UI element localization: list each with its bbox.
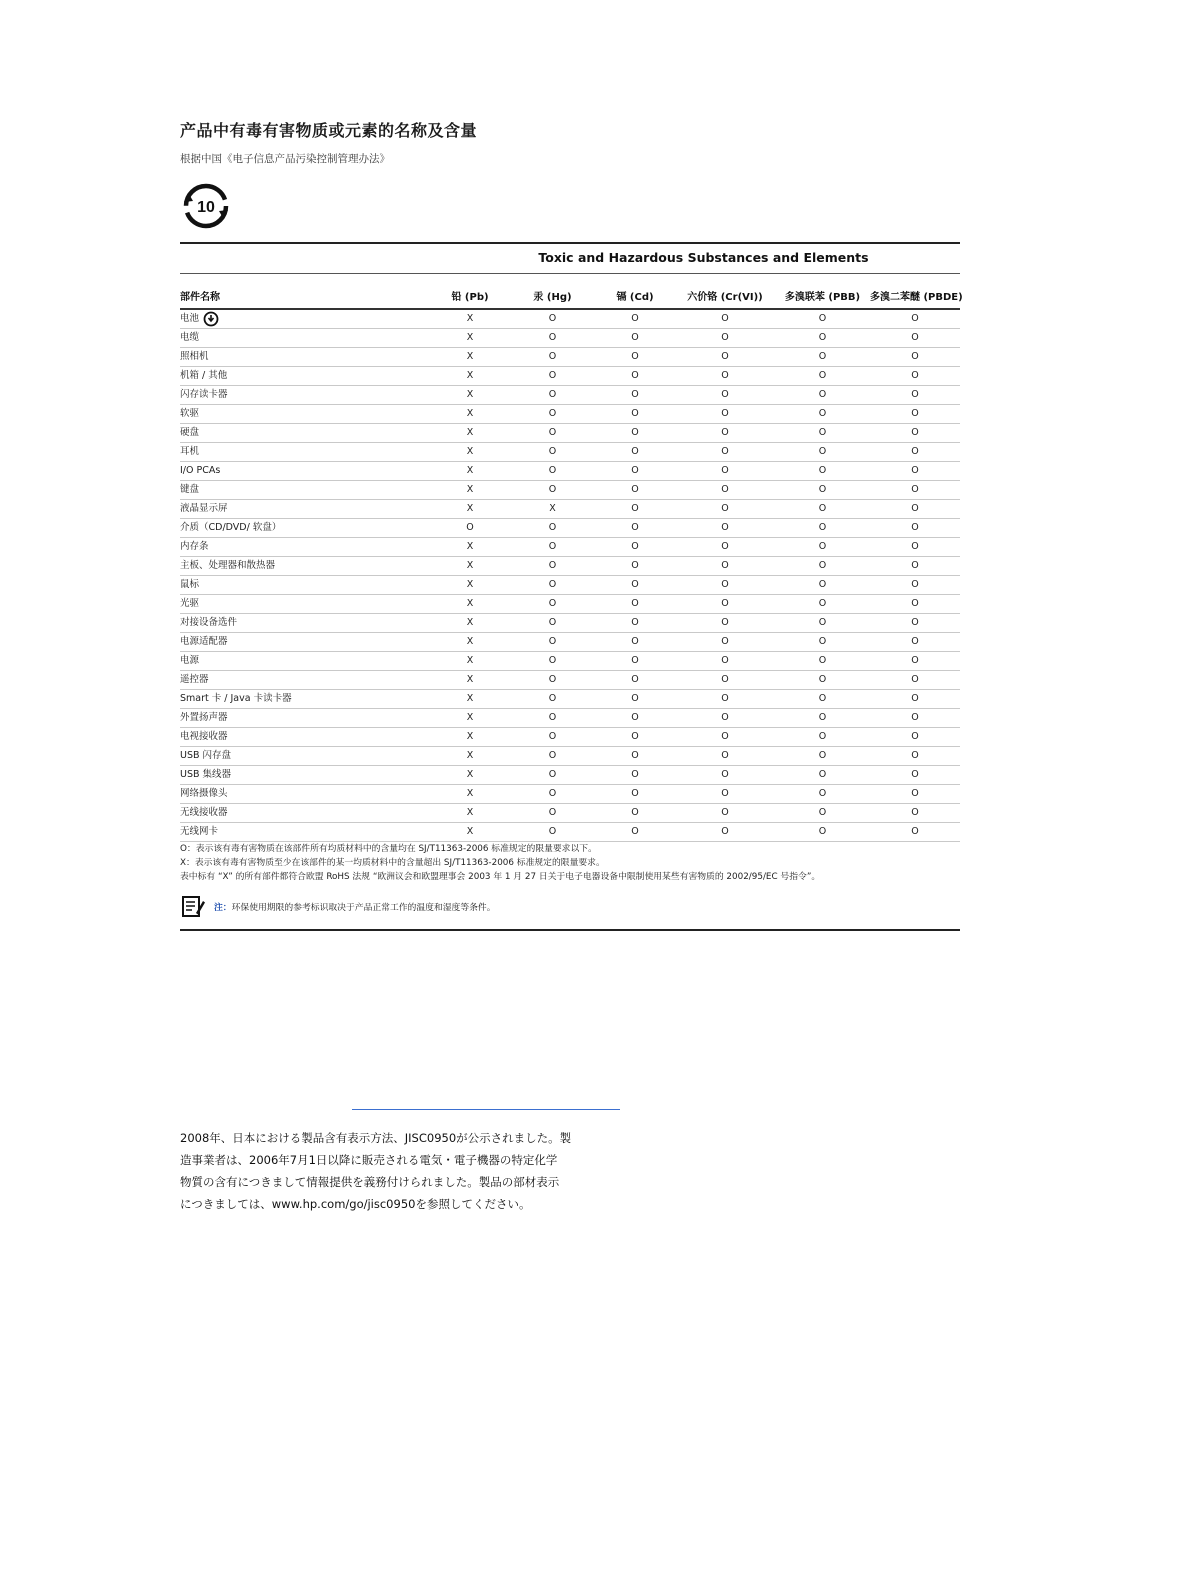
substance-mark: O	[870, 348, 960, 367]
part-name-cell	[180, 785, 430, 804]
part-name: 电源	[180, 655, 200, 666]
substance-mark: O	[510, 747, 595, 766]
substance-mark: X	[430, 747, 510, 766]
part-name: 闪存读卡器	[180, 389, 228, 400]
part-name-cell	[180, 329, 430, 348]
part-name: 外置扬声器	[180, 712, 228, 723]
substance-mark: X	[430, 823, 510, 842]
header-hg: 汞 (Hg)	[510, 282, 595, 309]
substance-mark: O	[675, 709, 775, 728]
table-row	[180, 576, 960, 595]
substance-mark: O	[775, 709, 870, 728]
logo-number: 10	[197, 199, 215, 216]
part-name-cell	[180, 348, 430, 367]
part-name: 无线网卡	[180, 826, 219, 837]
table-row	[180, 690, 960, 709]
substance-mark: X	[430, 595, 510, 614]
substance-mark: O	[675, 309, 775, 329]
substance-mark: O	[675, 785, 775, 804]
substance-mark: O	[675, 367, 775, 386]
note-o: O：表示该有毒有害物质在该部件所有均质材料中的含量均在 SJ/T11363-2006 标准规定的限量要求以下。	[180, 844, 597, 854]
footnote-label: 注：	[214, 902, 232, 913]
substance-mark: O	[775, 804, 870, 823]
substance-mark: O	[675, 823, 775, 842]
part-name-cell	[180, 538, 430, 557]
substance-mark: O	[675, 386, 775, 405]
substance-mark: O	[595, 500, 675, 519]
table-row	[180, 309, 960, 329]
part-name: 介质（CD/DVD/ 软盘）	[180, 522, 282, 533]
substance-mark: X	[430, 557, 510, 576]
part-name-cell	[180, 633, 430, 652]
substance-mark: O	[595, 557, 675, 576]
part-name-cell	[180, 386, 430, 405]
substance-mark: O	[775, 690, 870, 709]
substance-mark: O	[595, 766, 675, 785]
substance-mark: O	[870, 386, 960, 405]
substance-mark: O	[510, 785, 595, 804]
substance-mark: O	[675, 329, 775, 348]
substance-mark: O	[870, 671, 960, 690]
substance-mark: O	[595, 614, 675, 633]
substance-mark: X	[430, 405, 510, 424]
substance-mark: X	[430, 728, 510, 747]
part-name: 键盘	[180, 484, 200, 495]
substance-mark: X	[430, 538, 510, 557]
part-name-cell	[180, 766, 430, 785]
part-name: 无线接收器	[180, 807, 228, 818]
part-name: 对接设备选件	[180, 617, 238, 628]
note-icon	[180, 893, 206, 919]
substance-mark: O	[510, 405, 595, 424]
substance-mark: O	[510, 633, 595, 652]
substance-mark: O	[675, 462, 775, 481]
substance-mark: O	[595, 785, 675, 804]
substance-mark: O	[595, 329, 675, 348]
substance-mark: O	[510, 823, 595, 842]
substance-mark: O	[775, 614, 870, 633]
substance-mark: X	[430, 652, 510, 671]
substance-mark: X	[430, 785, 510, 804]
substance-mark: X	[430, 690, 510, 709]
part-name-cell	[180, 671, 430, 690]
page-subtitle: 根据中国《电子信息产品污染控制管理办法》	[180, 153, 390, 165]
substance-mark: O	[675, 443, 775, 462]
substance-mark: O	[675, 690, 775, 709]
jp-line-3: 物質の含有につきまして情報提供を義務付けられました。製品の部材表示	[180, 1175, 560, 1189]
japan-jisc0950-paragraph	[180, 1127, 620, 1215]
substance-mark: O	[675, 557, 775, 576]
substance-mark: O	[775, 519, 870, 538]
substance-mark: O	[675, 424, 775, 443]
part-name: 光驱	[180, 598, 200, 609]
substance-mark: O	[775, 785, 870, 804]
part-name: 液晶显示屏	[180, 503, 228, 514]
part-name-cell	[180, 595, 430, 614]
substance-mark: O	[870, 747, 960, 766]
part-name-cell	[180, 405, 430, 424]
substance-mark: X	[430, 386, 510, 405]
header-cd: 镉 (Cd)	[595, 282, 675, 309]
environment-protection-use-period-logo	[180, 180, 232, 232]
substance-mark: X	[430, 766, 510, 785]
substance-mark: O	[870, 329, 960, 348]
part-name: 电源适配器	[180, 636, 228, 647]
header-cr6: 六价铬 (Cr(VI))	[675, 282, 775, 309]
table-notes	[180, 842, 980, 884]
substance-mark: X	[510, 500, 595, 519]
substance-mark: O	[510, 386, 595, 405]
substance-mark: O	[775, 557, 870, 576]
substance-mark: O	[595, 386, 675, 405]
substance-mark: O	[510, 671, 595, 690]
part-name: 硬盘	[180, 427, 200, 438]
substance-mark: O	[870, 519, 960, 538]
part-name-cell	[180, 652, 430, 671]
table-row	[180, 557, 960, 576]
substance-mark: O	[675, 348, 775, 367]
substance-mark: O	[775, 652, 870, 671]
substance-mark: O	[870, 462, 960, 481]
table-bottom-rule	[180, 929, 960, 931]
table-header-row	[180, 282, 960, 309]
substance-mark: X	[430, 462, 510, 481]
part-name-cell	[180, 462, 430, 481]
substance-mark: O	[775, 500, 870, 519]
page-title: 产品中有毒有害物质或元素的名称及含量	[180, 121, 478, 140]
part-name: 鼠标	[180, 579, 200, 590]
substances-table	[180, 282, 963, 842]
substance-mark: O	[595, 595, 675, 614]
substance-mark: O	[775, 424, 870, 443]
substance-mark: O	[510, 804, 595, 823]
part-name: USB 集线器	[180, 769, 232, 780]
part-name-cell	[180, 614, 430, 633]
substance-mark: O	[675, 671, 775, 690]
substances-group-header: Toxic and Hazardous Substances and Elements	[538, 250, 869, 265]
substance-mark: O	[510, 652, 595, 671]
table-row	[180, 386, 960, 405]
table-row	[180, 633, 960, 652]
jp-line-4: につきましては、www.hp.com/go/jisc0950を参照してください。	[180, 1197, 531, 1211]
substance-mark: X	[430, 671, 510, 690]
substance-mark: X	[430, 709, 510, 728]
table-row	[180, 348, 960, 367]
substance-mark: O	[675, 538, 775, 557]
substance-mark: O	[510, 348, 595, 367]
part-name-cell	[180, 804, 430, 823]
substance-mark: O	[775, 348, 870, 367]
substance-mark: O	[775, 576, 870, 595]
substance-mark: X	[430, 500, 510, 519]
substance-mark: O	[870, 424, 960, 443]
substance-mark: O	[595, 348, 675, 367]
part-name-cell	[180, 309, 430, 329]
part-name: 软驱	[180, 408, 200, 419]
table-top-rule	[180, 242, 960, 244]
substance-mark: O	[510, 614, 595, 633]
part-name-cell	[180, 747, 430, 766]
table-body	[180, 309, 960, 842]
substance-mark: O	[510, 367, 595, 386]
part-name-cell	[180, 823, 430, 842]
table-row	[180, 823, 960, 842]
table-row	[180, 538, 960, 557]
substance-mark: O	[675, 766, 775, 785]
substance-mark: O	[595, 747, 675, 766]
substance-mark: O	[870, 633, 960, 652]
substance-mark: O	[510, 519, 595, 538]
jp-line-2: 造事業者は、2006年7月1日以降に販売される電気・電子機器の特定化学	[180, 1153, 558, 1167]
table-row	[180, 652, 960, 671]
substance-mark: O	[510, 595, 595, 614]
substance-mark: X	[430, 481, 510, 500]
substance-mark: O	[870, 709, 960, 728]
substance-mark: O	[510, 576, 595, 595]
substance-mark: O	[595, 481, 675, 500]
table-row	[180, 462, 960, 481]
substance-mark: X	[430, 367, 510, 386]
table-row	[180, 443, 960, 462]
part-name-cell	[180, 367, 430, 386]
substance-mark: O	[510, 443, 595, 462]
part-name-cell	[180, 709, 430, 728]
table-row	[180, 747, 960, 766]
substance-mark: O	[870, 804, 960, 823]
substance-mark: X	[430, 614, 510, 633]
battery-recycle-icon	[203, 311, 219, 327]
substance-mark: O	[430, 519, 510, 538]
header-part-name: 部件名称	[180, 282, 430, 309]
substance-mark: O	[510, 462, 595, 481]
table-row	[180, 804, 960, 823]
table-row	[180, 709, 960, 728]
table-row	[180, 367, 960, 386]
part-name-cell	[180, 500, 430, 519]
substance-mark: O	[510, 709, 595, 728]
substance-mark: O	[510, 766, 595, 785]
substance-mark: O	[595, 823, 675, 842]
substance-mark: O	[595, 690, 675, 709]
substance-mark: X	[430, 309, 510, 329]
substance-mark: O	[775, 386, 870, 405]
substance-mark: O	[775, 747, 870, 766]
substance-mark: O	[870, 538, 960, 557]
part-name-cell	[180, 557, 430, 576]
substance-mark: O	[675, 652, 775, 671]
note-rohs: 表中标有 “X” 的所有部件都符合欧盟 RoHS 法规 “欧洲议会和欧盟理事会 2003 年 1 月 27 日关于电子电器设备中限制使用某些有害物质的 2002/95/EC 号指令”。	[180, 872, 821, 882]
substance-mark: O	[675, 804, 775, 823]
part-name: 遥控器	[180, 674, 209, 685]
substance-mark: O	[675, 481, 775, 500]
substance-mark: O	[870, 367, 960, 386]
substance-mark: O	[775, 443, 870, 462]
part-name: 电视接收器	[180, 731, 228, 742]
substance-mark: O	[510, 557, 595, 576]
substance-mark: O	[595, 367, 675, 386]
substance-mark: O	[595, 633, 675, 652]
substance-mark: O	[870, 785, 960, 804]
substance-mark: O	[870, 766, 960, 785]
header-pbde: 多溴二苯醚 (PBDE)	[870, 282, 960, 309]
part-name: 网络摄像头	[180, 788, 228, 799]
substance-mark: O	[675, 519, 775, 538]
substance-mark: O	[870, 309, 960, 329]
substance-mark: O	[510, 309, 595, 329]
substance-mark: X	[430, 424, 510, 443]
substance-mark: O	[775, 823, 870, 842]
footnote-text: 环保使用期限的参考标识取决于产品正常工作的温度和湿度等条件。	[231, 902, 496, 913]
substance-mark: O	[870, 690, 960, 709]
substance-mark: O	[595, 309, 675, 329]
substance-mark: O	[595, 405, 675, 424]
part-name: 电池	[180, 313, 200, 324]
part-name-cell	[180, 576, 430, 595]
substance-mark: O	[595, 728, 675, 747]
substance-mark: O	[675, 633, 775, 652]
substance-mark: O	[675, 576, 775, 595]
part-name: USB 闪存盘	[180, 750, 232, 761]
substance-mark: X	[430, 329, 510, 348]
substance-mark: O	[510, 690, 595, 709]
table-row	[180, 785, 960, 804]
substance-mark: O	[775, 766, 870, 785]
part-name-cell	[180, 443, 430, 462]
substance-mark: O	[775, 309, 870, 329]
substance-mark: O	[510, 329, 595, 348]
table-row	[180, 424, 960, 443]
substance-mark: O	[775, 481, 870, 500]
substance-mark: O	[870, 728, 960, 747]
part-name: 机箱 / 其他	[180, 370, 228, 381]
part-name: 主板、处理器和散热器	[180, 560, 276, 571]
substance-mark: O	[775, 671, 870, 690]
substance-mark: O	[775, 633, 870, 652]
substance-mark: O	[595, 804, 675, 823]
substance-mark: O	[675, 614, 775, 633]
substance-mark: O	[775, 367, 870, 386]
substance-mark: X	[430, 633, 510, 652]
substance-mark: O	[870, 557, 960, 576]
jp-line-1: 2008年、日本における製品含有表示方法、JISC0950が公示されました。製	[180, 1131, 572, 1145]
part-name-cell	[180, 424, 430, 443]
substance-mark: O	[775, 728, 870, 747]
note-x: X：表示该有毒有害物质至少在该部件的某一均质材料中的含量超出 SJ/T11363-2006 标准规定的限量要求。	[180, 858, 605, 868]
substance-mark: O	[775, 405, 870, 424]
table-row	[180, 405, 960, 424]
part-name: Smart 卡 / Java 卡读卡器	[180, 693, 292, 704]
part-name-cell	[180, 519, 430, 538]
part-name: I/O PCAs	[180, 465, 221, 476]
table-row	[180, 519, 960, 538]
table-row	[180, 614, 960, 633]
table-row	[180, 329, 960, 348]
table-row	[180, 481, 960, 500]
group-header-rule	[180, 273, 960, 274]
substance-mark: O	[595, 519, 675, 538]
substance-mark: O	[595, 576, 675, 595]
substance-mark: O	[675, 747, 775, 766]
substance-mark: O	[775, 329, 870, 348]
part-name-cell	[180, 481, 430, 500]
substance-mark: O	[510, 538, 595, 557]
link-underline[interactable]	[352, 1109, 620, 1110]
substance-mark: O	[870, 614, 960, 633]
part-name: 电缆	[180, 332, 200, 343]
substance-mark: O	[870, 405, 960, 424]
substance-mark: O	[775, 595, 870, 614]
substance-mark: O	[870, 481, 960, 500]
substance-mark: X	[430, 443, 510, 462]
substance-mark: O	[595, 443, 675, 462]
table-row	[180, 500, 960, 519]
table-row	[180, 595, 960, 614]
substance-mark: O	[595, 538, 675, 557]
header-pbb: 多溴联苯 (PBB)	[775, 282, 870, 309]
substance-mark: X	[430, 576, 510, 595]
substance-mark: O	[675, 500, 775, 519]
substance-mark: O	[775, 462, 870, 481]
substance-mark: O	[595, 424, 675, 443]
part-name: 耳机	[180, 446, 200, 457]
substance-mark: O	[510, 481, 595, 500]
substance-mark: O	[775, 538, 870, 557]
footnote	[180, 893, 496, 919]
substance-mark: O	[870, 823, 960, 842]
substance-mark: X	[430, 348, 510, 367]
substance-mark: O	[595, 462, 675, 481]
substance-mark: O	[675, 405, 775, 424]
substance-mark: O	[870, 595, 960, 614]
substance-mark: O	[870, 500, 960, 519]
substance-mark: O	[510, 424, 595, 443]
table-row	[180, 728, 960, 747]
substance-mark: O	[870, 576, 960, 595]
part-name: 内存条	[180, 541, 209, 552]
header-pb: 铅 (Pb)	[430, 282, 510, 309]
table-row	[180, 766, 960, 785]
substance-mark: O	[870, 652, 960, 671]
substance-mark: O	[595, 709, 675, 728]
substance-mark: O	[595, 671, 675, 690]
substance-mark: X	[430, 804, 510, 823]
substance-mark: O	[510, 728, 595, 747]
substance-mark: O	[675, 728, 775, 747]
table-row	[180, 671, 960, 690]
part-name: 照相机	[180, 351, 209, 362]
substance-mark: O	[870, 443, 960, 462]
part-name-cell	[180, 728, 430, 747]
substance-mark: O	[675, 595, 775, 614]
part-name-cell	[180, 690, 430, 709]
substance-mark: O	[595, 652, 675, 671]
